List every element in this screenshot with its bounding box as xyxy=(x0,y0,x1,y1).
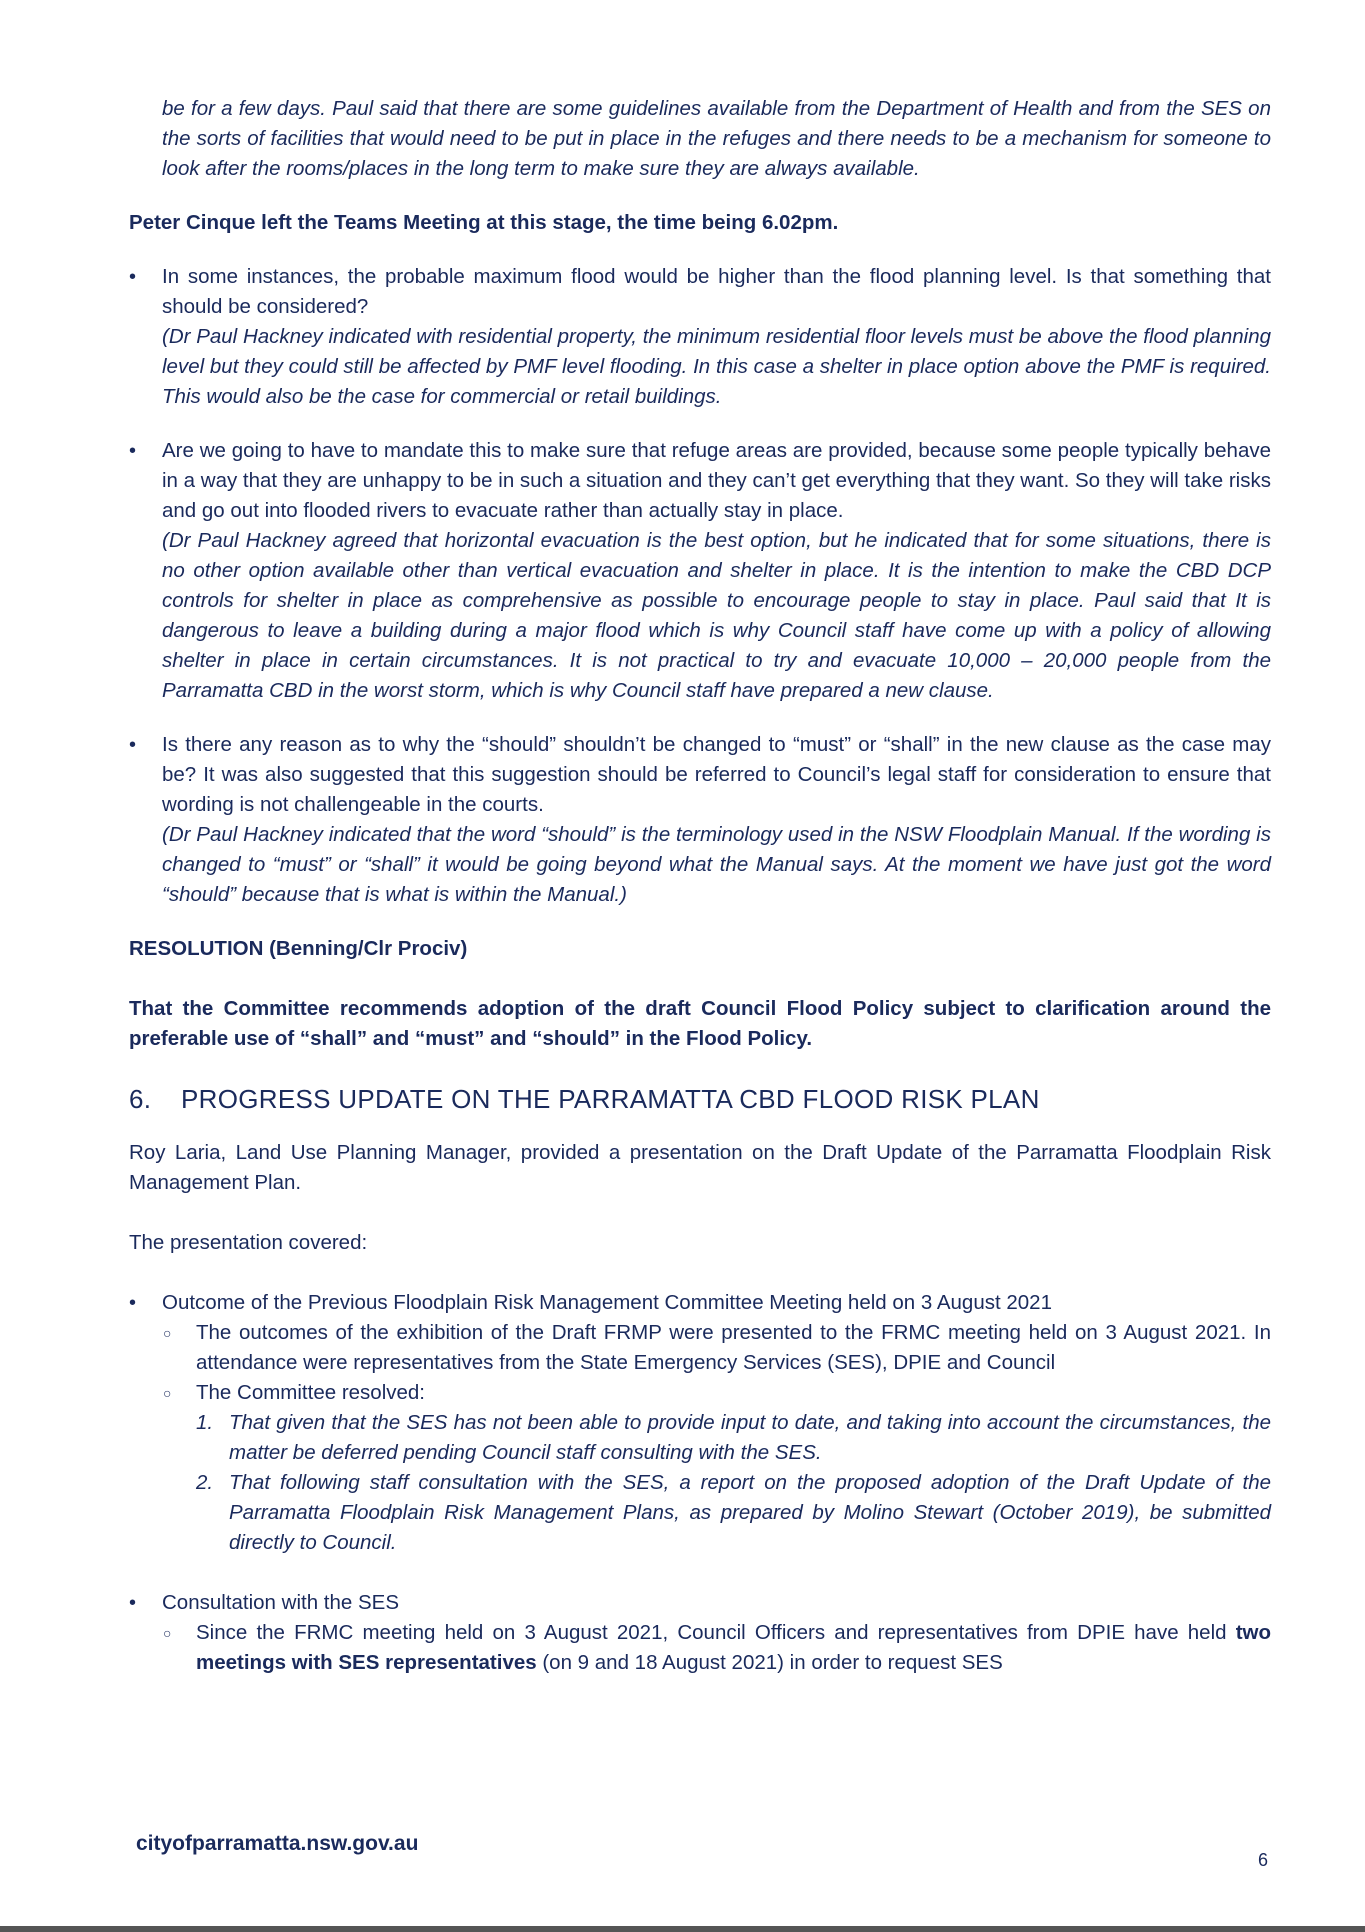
attendance-notice: Peter Cinque left the Teams Meeting at this stage, the time being 6.02pm. xyxy=(129,211,839,234)
question-text: • Are we going to have to mandate this to make sure that refuge areas are provided, because some people typically behave in a way that they are unhappy to be in such a situation and they can’t get everything that they want. So they will take risks and go out into flooded rivers to evacuate rather than actually stay in place. xyxy=(162,439,1271,522)
resolved-number: 2. xyxy=(196,1471,214,1494)
section-heading xyxy=(129,1084,1271,1114)
document-page xyxy=(129,94,1271,1678)
text-run: (on 9 and 18 August 2021) in order to request SES xyxy=(536,1651,1003,1674)
text-run: Since the FRMC meeting held on 3 August 2021, Council Officers and representatives from DPIE have held xyxy=(196,1621,1236,1644)
emphasis-text: two meetings with SES representatives xyxy=(196,1621,1271,1674)
consultation-title: • Consultation with the SES xyxy=(162,1591,400,1614)
sub-item-outcomes xyxy=(129,1318,1271,1378)
resolved-text: That given that the SES has not been able to provide input to date, and taking into account the circumstances, the matter be deferred pending Council staff consulting with the SES. xyxy=(229,1411,1271,1464)
outcome-title: • Outcome of the Previous Floodplain Risk Management Committee Meeting held on 3 August 2021 xyxy=(162,1291,1052,1314)
sub-item-text xyxy=(196,1618,1271,1678)
list-item-question-2 xyxy=(129,436,1271,706)
sub-item-text: ○ The outcomes of the exhibition of the Draft FRMP were presented to the FRMC meeting held on 3 August 2021. In attendance were representatives from the State Emergency Services (SES), DPIE and Council xyxy=(196,1321,1271,1374)
footer-website: cityofparramatta.nsw.gov.au xyxy=(136,1832,419,1855)
list-item-outcome xyxy=(129,1288,1271,1318)
resolved-item-2 xyxy=(129,1468,1271,1558)
list-item-consultation xyxy=(129,1588,1271,1618)
section-number: 6. xyxy=(129,1084,152,1114)
section-intro: Roy Laria, Land Use Planning Manager, provided a presentation on the Draft Update of the Parramatta Floodplain Risk Management Plan. xyxy=(129,1141,1271,1194)
answer-text: (Dr Paul Hackney agreed that horizontal evacuation is the best option, but he indicated that for some situations, there is no other option available other than vertical evacuation and shelter in place. It is the intention to make the CBD DCP controls for shelter in place as comprehensive as possible to encourage people to stay in place. Paul said that It is dangerous to leave a building during a major flood which is why Council staff have come up with a policy of allowing shelter in place in certain circumstances. It is not practical to try and evacuate 10,000 – 20,000 people from the Parramatta CBD in the worst storm, which is why Council staff have prepared a new clause. xyxy=(162,529,1271,702)
list-item-question-1 xyxy=(129,262,1271,412)
resolution-heading: RESOLUTION (Benning/Clr Prociv) xyxy=(129,937,468,960)
section-title: PROGRESS UPDATE ON THE PARRAMATTA CBD FLOOD RISK PLAN xyxy=(181,1084,1040,1114)
covered-label: The presentation covered: xyxy=(129,1231,368,1254)
sub-item-consultation xyxy=(129,1618,1271,1678)
resolved-number: 1. xyxy=(196,1411,214,1434)
list-item-question-3 xyxy=(129,730,1271,910)
resolved-item-1 xyxy=(129,1408,1271,1468)
continued-answer: be for a few days. Paul said that there are some guidelines available from the Department of Health and from the SES on the sorts of facilities that would need to be put in place in the refuges and there needs to be a mechanism for someone to look after the rooms/places in the long term to make sure they are always available. xyxy=(162,97,1271,180)
page-number: 6 xyxy=(1258,1850,1269,1870)
question-text: • Is there any reason as to why the “should” shouldn’t be changed to “must” or “shall” in the new clause as the case may be? It was also suggested that this suggestion should be referred to Council’s legal staff for consideration to ensure that wording is not challengeable in the courts. xyxy=(162,733,1271,816)
answer-text: (Dr Paul Hackney indicated that the word “should” is the terminology used in the NSW Floodplain Manual. If the wording is changed to “must” or “shall” it would be going beyond what the Manual says. At the moment we have just got the word “should” because that is what is within the Manual.) xyxy=(162,823,1271,906)
resolved-text: That following staff consultation with the SES, a report on the proposed adoption of the Draft Update of the Parramatta Floodplain Risk Management Plans, as prepared by Molino Stewart (October 2019), be submitted directly to Council. xyxy=(229,1471,1271,1554)
question-text: • In some instances, the probable maximum flood would be higher than the flood planning level. Is that something that should be considered? xyxy=(162,265,1271,318)
bottom-edge xyxy=(0,1926,1365,1932)
sub-item-text: ○ The Committee resolved: xyxy=(196,1381,426,1404)
sub-item-resolved xyxy=(129,1378,1271,1408)
resolution-text: That the Committee recommends adoption of the draft Council Flood Policy subject to clarification around the preferable use of “shall” and “must” and “should” in the Flood Policy. xyxy=(129,997,1271,1050)
answer-text: (Dr Paul Hackney indicated with residential property, the minimum residential floor levels must be above the flood planning level but they could still be affected by PMF level flooding. In this case a shelter in place option above the PMF is required. This would also be the case for commercial or retail buildings. xyxy=(162,325,1271,408)
